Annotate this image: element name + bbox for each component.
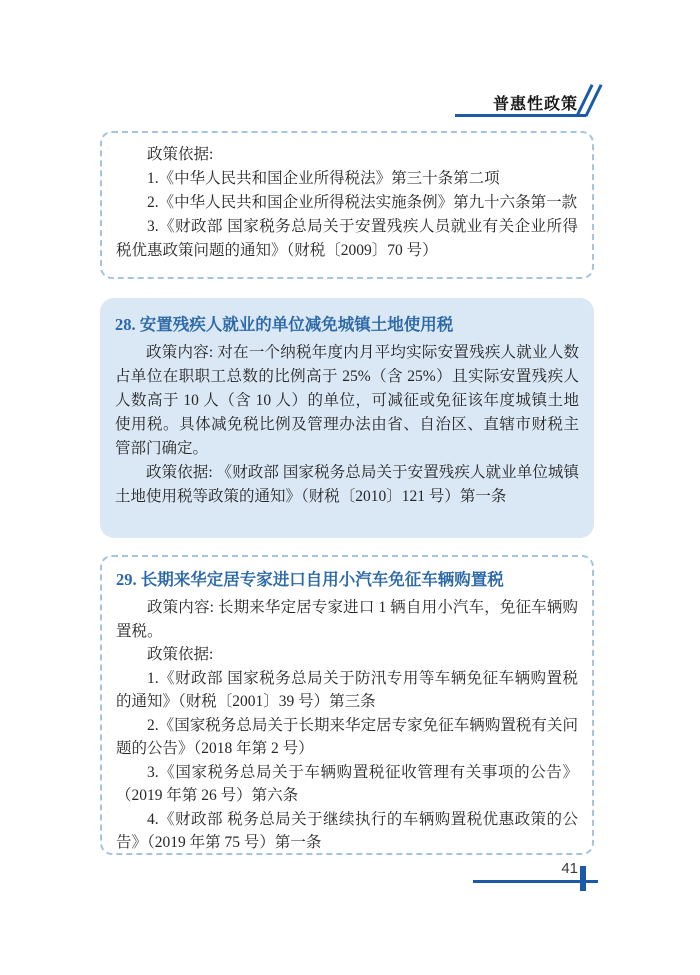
section-29-basis-item: 1.《财政部 国家税务总局关于防汛专用等车辆免征车辆购置税的通知》（财税〔2001〕39 号）第三条 bbox=[116, 669, 578, 710]
policy-basis-item: 1.《中华人民共和国企业所得税法》第三十条第二项 bbox=[147, 170, 500, 187]
section-28-policy-content: 政策内容: 对在一个纳税年度内月平均实际安置残疾人就业人数占单位在职职工总数的比例高于 25%（含 25%）且实际安置残疾人人数高于 10 人（含 10 人）的单位，可减征或免征该年度城镇土地使用税。具体减免税比例及管理办法由省、自治区、直辖市财税主管部门确定。 bbox=[115, 344, 579, 457]
section-29-policy-content: 政策内容: 长期来华定居专家进口 1 辆自用小汽车，免征车辆购置税。 bbox=[116, 599, 578, 640]
section-29-title: 29. 长期来华定居专家进口自用小汽车免征车辆购置税 bbox=[116, 570, 504, 589]
section-29-basis-item: 3.《国家税务总局关于车辆购置税征收管理有关事项的公告》（2019 年第 26 号）第六条 bbox=[116, 763, 578, 804]
policy-basis-item: 3.《财政部 国家税务总局关于安置残疾人员就业有关企业所得税优惠政策问题的通知》（财税〔2009〕70 号） bbox=[116, 218, 578, 259]
footer-bar bbox=[580, 866, 586, 891]
section-29-basis-item: 4.《财政部 税务总局关于继续执行的车辆购置税优惠政策的公告》（2019 年第 75 号）第一条 bbox=[116, 810, 578, 851]
section-29-card bbox=[100, 555, 594, 855]
footer-page-number: 41 bbox=[561, 860, 578, 877]
header-underline bbox=[455, 114, 586, 117]
section-28-title: 28. 安置残疾人就业的单位减免城镇土地使用税 bbox=[115, 315, 454, 334]
policy-basis-label: 政策依据: bbox=[147, 146, 214, 163]
section-28-policy-basis: 政策依据: 《财政部 国家税务总局关于安置残疾人就业单位城镇土地使用税等政策的通知》（财税〔2010〕121 号）第一条 bbox=[115, 464, 579, 505]
header-title: 普惠性政策 bbox=[492, 96, 578, 113]
section-28-card bbox=[100, 298, 594, 538]
policy-basis-item: 2.《中华人民共和国企业所得税法实施条例》第九十六条第一款 bbox=[147, 194, 578, 211]
section-29-basis-item: 2.《国家税务总局关于长期来华定居专家免征车辆购置税有关问题的公告》（2018 年第 2 号） bbox=[116, 716, 578, 757]
policy-basis-box bbox=[100, 131, 594, 279]
section-29-policy-basis-label: 政策依据: bbox=[147, 646, 214, 663]
